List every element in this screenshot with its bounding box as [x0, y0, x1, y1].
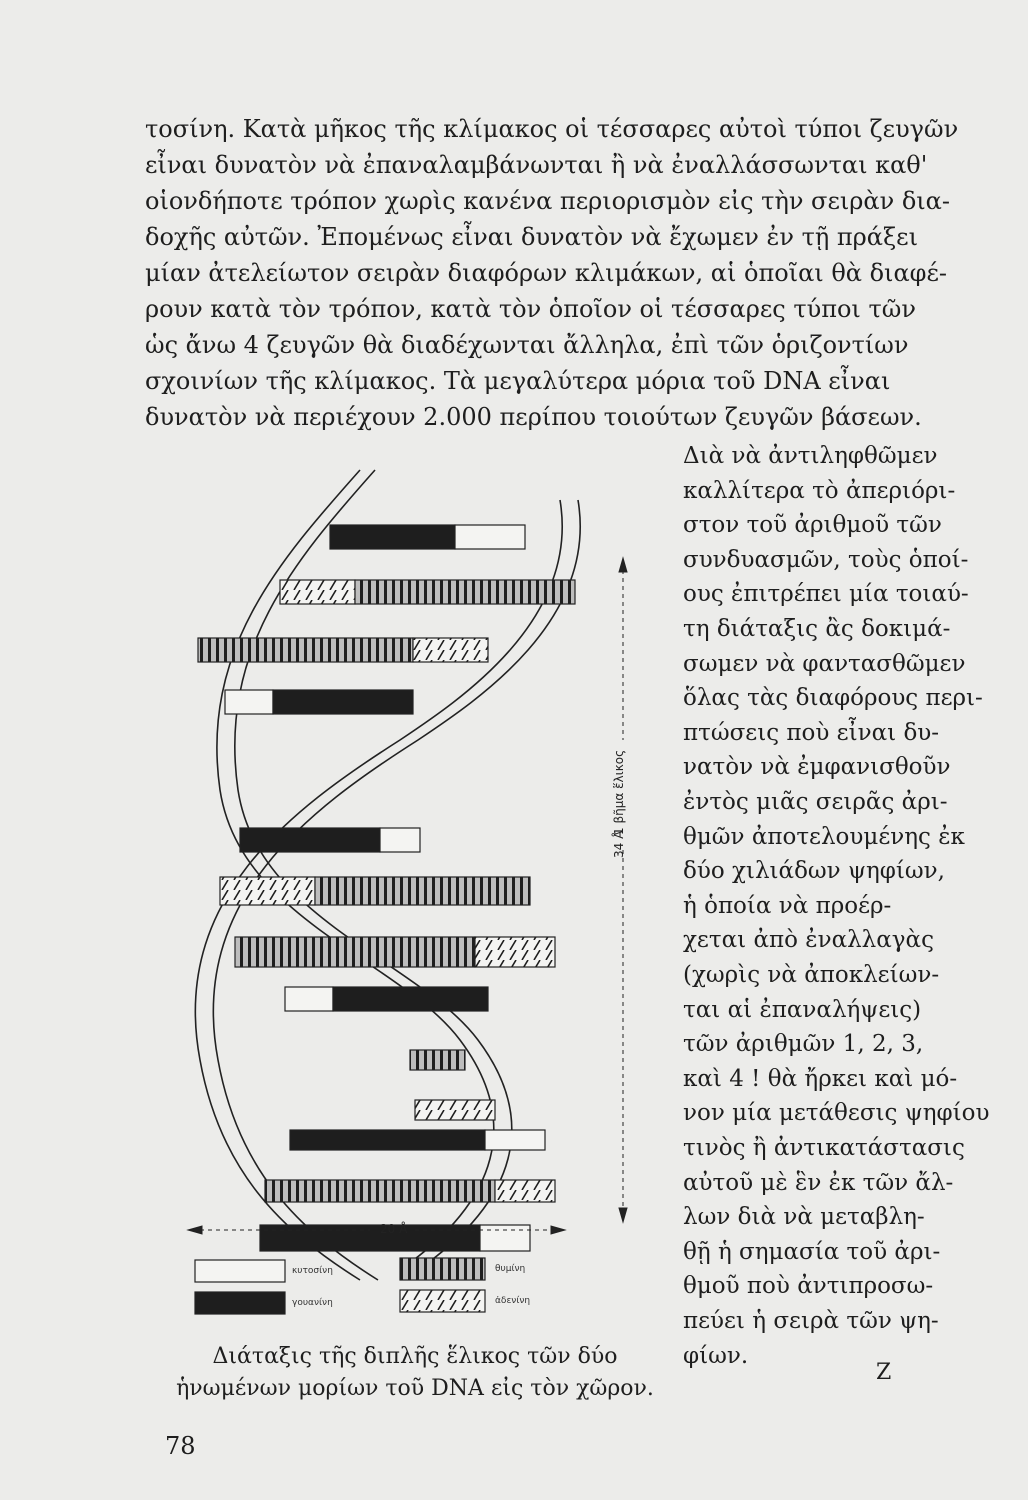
text-line: Διὰ νὰ ἀντιληφθῶμεν: [683, 443, 938, 469]
helix-step-dimension: [619, 558, 627, 1222]
text-line: χεται ἀπὸ ἐναλλαγὰς: [683, 927, 934, 954]
text-line: μίαν ἀτελείωτον σειρὰν διαφόρων κλιμάκων, αἱ ὁποῖαι θὰ διαφέ-: [145, 259, 948, 287]
text-line: νατὸν νὰ ἐμφανισθοῦν: [683, 754, 951, 781]
text-line: στον τοῦ ἀριθμοῦ τῶν: [683, 512, 942, 539]
page-number: 78: [165, 1432, 196, 1460]
text-line: ἡ ὁποία νὰ προέρ-: [683, 892, 892, 919]
text-line: σωμεν νὰ φαντασθῶμεν: [683, 650, 966, 677]
text-line: ἐντὸς μιᾶς σειρᾶς ἀρι-: [683, 789, 948, 815]
text-line: δοχῆς αὐτῶν. Ἐπομένως εἶναι δυνατὸν νὰ ἔχωμεν ἐν τῇ πράξει: [145, 223, 919, 251]
margin-mark: Ζ: [876, 1360, 892, 1385]
text-line: πτώσεις ποὺ εἶναι δυ-: [683, 719, 940, 746]
helix-drawing: [160, 440, 660, 1340]
text-line: ους ἐπιτρέπει μία τοιαύ-: [683, 581, 969, 608]
legend-adenine: ἀδενίνη: [495, 1296, 531, 1306]
width-label: 20 Å: [380, 1222, 408, 1236]
text-line: θμῶν ἀποτελουμένης ἐκ: [683, 823, 965, 850]
text-line: ται αἱ ἐπαναλήψεις): [683, 996, 922, 1023]
helix-step-value: 34 Å: [612, 830, 626, 858]
helix-step-label: 1 βῆμα ἕλικος: [612, 749, 626, 835]
text-line: (χωρὶς νὰ ἀποκλείων-: [683, 962, 940, 988]
text-line: αὐτοῦ μὲ ἓν ἐκ τῶν ἄλ-: [683, 1169, 954, 1196]
text-line: ὅλας τὰς διαφόρους περι-: [683, 685, 983, 712]
text-line: οἱονδήποτε τρόπον χωρὶς κανένα περιορισμὸν εἰς τὴν σειρὰν δια-: [145, 187, 950, 215]
legend-thymine: θυμίνη: [495, 1264, 526, 1274]
base-pairs: [198, 525, 575, 1251]
text-line: θῇ ἡ σημασία τοῦ ἀρι-: [683, 1238, 941, 1265]
text-line: φίων.: [683, 1342, 749, 1369]
text-line: τη διάταξις ἂς δοκιμά-: [683, 616, 951, 642]
text-line: δύο χιλιάδων ψηφίων,: [683, 858, 945, 885]
text-line: δυνατὸν νὰ περιέχουν 2.000 περίπου τοιούτων ζευγῶν βάσεων.: [145, 403, 922, 431]
text-line: θμοῦ ποὺ ἀντιπροσω-: [683, 1273, 934, 1300]
caption-line: ἡνωμένων μορίων τοῦ DNA εἰς τὸν χῶρον.: [176, 1376, 654, 1401]
text-line: τῶν ἀριθμῶν 1, 2, 3,: [683, 1031, 924, 1058]
text-line: καλλίτερα τὸ ἀπεριόρι-: [683, 477, 956, 504]
text-line: εἶναι δυνατὸν νὰ ἐπαναλαμβάνωνται ἢ νὰ ἐναλλάσσωνται καθ': [145, 151, 928, 179]
text-line: συνδυασμῶν, τοὺς ὁποί-: [683, 546, 969, 573]
text-line: ρουν κατὰ τὸν τρόπον, κατὰ τὸν ὁποῖον οἱ τέσσαρες τύποι τῶν: [145, 295, 916, 323]
text-line: ὡς ἄνω 4 ζευγῶν θὰ διαδέχωνται ἄλληλα, ἐπὶ τῶν ὁριζοντίων: [145, 331, 909, 359]
dna-double-helix-figure: [160, 440, 660, 1340]
legend-cytosine: κυτοσίνη: [292, 1266, 333, 1276]
text-line: σχοινίων τῆς κλίμακος. Τὰ μεγαλύτερα μόρια τοῦ DNA εἶναι: [145, 367, 891, 395]
text-line: τινὸς ἢ ἀντικατάστασις: [683, 1135, 965, 1161]
legend-guanine: γουανίνη: [292, 1298, 333, 1308]
text-line: λων διὰ νὰ μεταβλη-: [683, 1204, 925, 1231]
text-line: νον μία μετάθεσις ψηφίου: [683, 1100, 990, 1127]
text-line: πεύει ἡ σειρὰ τῶν ψη-: [683, 1308, 939, 1334]
caption-line: Διάταξις τῆς διπλῆς ἕλικος τῶν δύο: [212, 1344, 618, 1369]
text-line: καὶ 4 ! θὰ ἤρκει καὶ μό-: [683, 1065, 958, 1092]
text-line: τοσίνη. Κατὰ μῆκος τῆς κλίμακος οἱ τέσσαρες αὐτοὶ τύποι ζευγῶν: [145, 115, 959, 143]
